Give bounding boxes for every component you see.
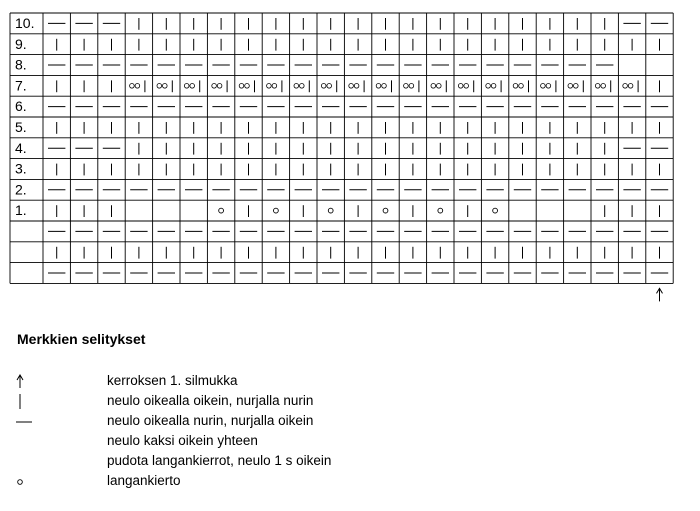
legend-item — [0, 412, 700, 432]
purl-dash-icon — [16, 412, 46, 430]
double-yarn-over-circle — [327, 84, 332, 89]
legend-item-text: neulo oikealla oikein, nurjalla nurin — [107, 393, 314, 408]
double-yarn-over-circle — [601, 84, 606, 89]
legend-item-text: kerroksen 1. silmukka — [107, 373, 238, 388]
double-yarn-over-circle — [382, 84, 387, 89]
double-yarn-over-circle — [409, 84, 414, 89]
double-yarn-over-circle — [464, 84, 469, 89]
yarn-over-icon — [16, 472, 46, 490]
blank-symbol-icon — [16, 452, 46, 470]
double-yarn-over-circle — [349, 84, 354, 89]
legend-item — [0, 372, 700, 392]
row-label: 2. — [15, 181, 27, 198]
double-yarn-over-circle — [628, 84, 633, 89]
legend-item — [0, 432, 700, 452]
double-yarn-over-circle — [217, 84, 222, 89]
row-label: 7. — [15, 77, 27, 94]
yarn-over-circle — [383, 208, 388, 213]
double-yarn-over-circle — [294, 84, 299, 89]
double-yarn-over-circle — [486, 84, 491, 89]
yarn-over-circle — [438, 208, 443, 213]
double-yarn-over-circle — [163, 84, 168, 89]
blank-symbol-icon — [16, 432, 46, 450]
double-yarn-over-circle — [190, 84, 195, 89]
double-yarn-over-circle — [184, 84, 189, 89]
double-yarn-over-circle — [354, 84, 359, 89]
double-yarn-over-circle — [212, 84, 217, 89]
legend-item — [0, 392, 700, 412]
double-yarn-over-circle — [321, 84, 326, 89]
yarn-over-circle — [328, 208, 333, 213]
yarn-over-circle — [274, 208, 279, 213]
legend-item-text: langankierto — [107, 473, 181, 488]
row-label: 10. — [15, 15, 35, 31]
legend-item-text: neulo oikealla nurin, nurjalla oikein — [107, 413, 314, 428]
double-yarn-over-circle — [272, 84, 277, 89]
legend-item-text: pudota langankierrot, neulo 1 s oikein — [107, 453, 332, 468]
yarn-over-circle — [493, 208, 498, 213]
row-label: 4. — [15, 139, 27, 156]
yarn-over-circle — [219, 208, 224, 213]
arrow-up-icon — [16, 372, 46, 390]
double-yarn-over-circle — [458, 84, 463, 89]
knit-bar-icon — [16, 392, 46, 410]
row-label: 5. — [15, 119, 27, 135]
double-yarn-over-circle — [431, 84, 436, 89]
double-yarn-over-circle — [404, 84, 409, 89]
double-yarn-over-circle — [595, 84, 600, 89]
double-yarn-over-circle — [376, 84, 381, 89]
row-label: 9. — [15, 35, 27, 52]
legend-item — [0, 452, 700, 472]
row-label: 8. — [15, 56, 27, 73]
double-yarn-over-circle — [541, 84, 546, 89]
legend-title: Merkkien selitykset — [17, 331, 146, 347]
double-yarn-over-circle — [239, 84, 244, 89]
double-yarn-over-circle — [546, 84, 551, 89]
row-label: 3. — [15, 160, 27, 177]
double-yarn-over-circle — [135, 84, 140, 89]
double-yarn-over-circle — [245, 84, 250, 89]
double-yarn-over-circle — [267, 84, 272, 89]
double-yarn-over-circle — [130, 84, 135, 89]
double-yarn-over-circle — [300, 84, 305, 89]
double-yarn-over-circle — [519, 84, 524, 89]
row-label: 6. — [15, 98, 27, 115]
legend-item-text: neulo kaksi oikein yhteen — [107, 433, 258, 448]
double-yarn-over-circle — [437, 84, 442, 89]
double-yarn-over-circle — [513, 84, 518, 89]
double-yarn-over-circle — [491, 84, 496, 89]
row-label: 1. — [15, 202, 27, 219]
double-yarn-over-circle — [568, 84, 573, 89]
double-yarn-over-circle — [574, 84, 579, 89]
double-yarn-over-circle — [157, 84, 162, 89]
legend-item — [0, 472, 700, 492]
double-yarn-over-circle — [623, 84, 628, 89]
